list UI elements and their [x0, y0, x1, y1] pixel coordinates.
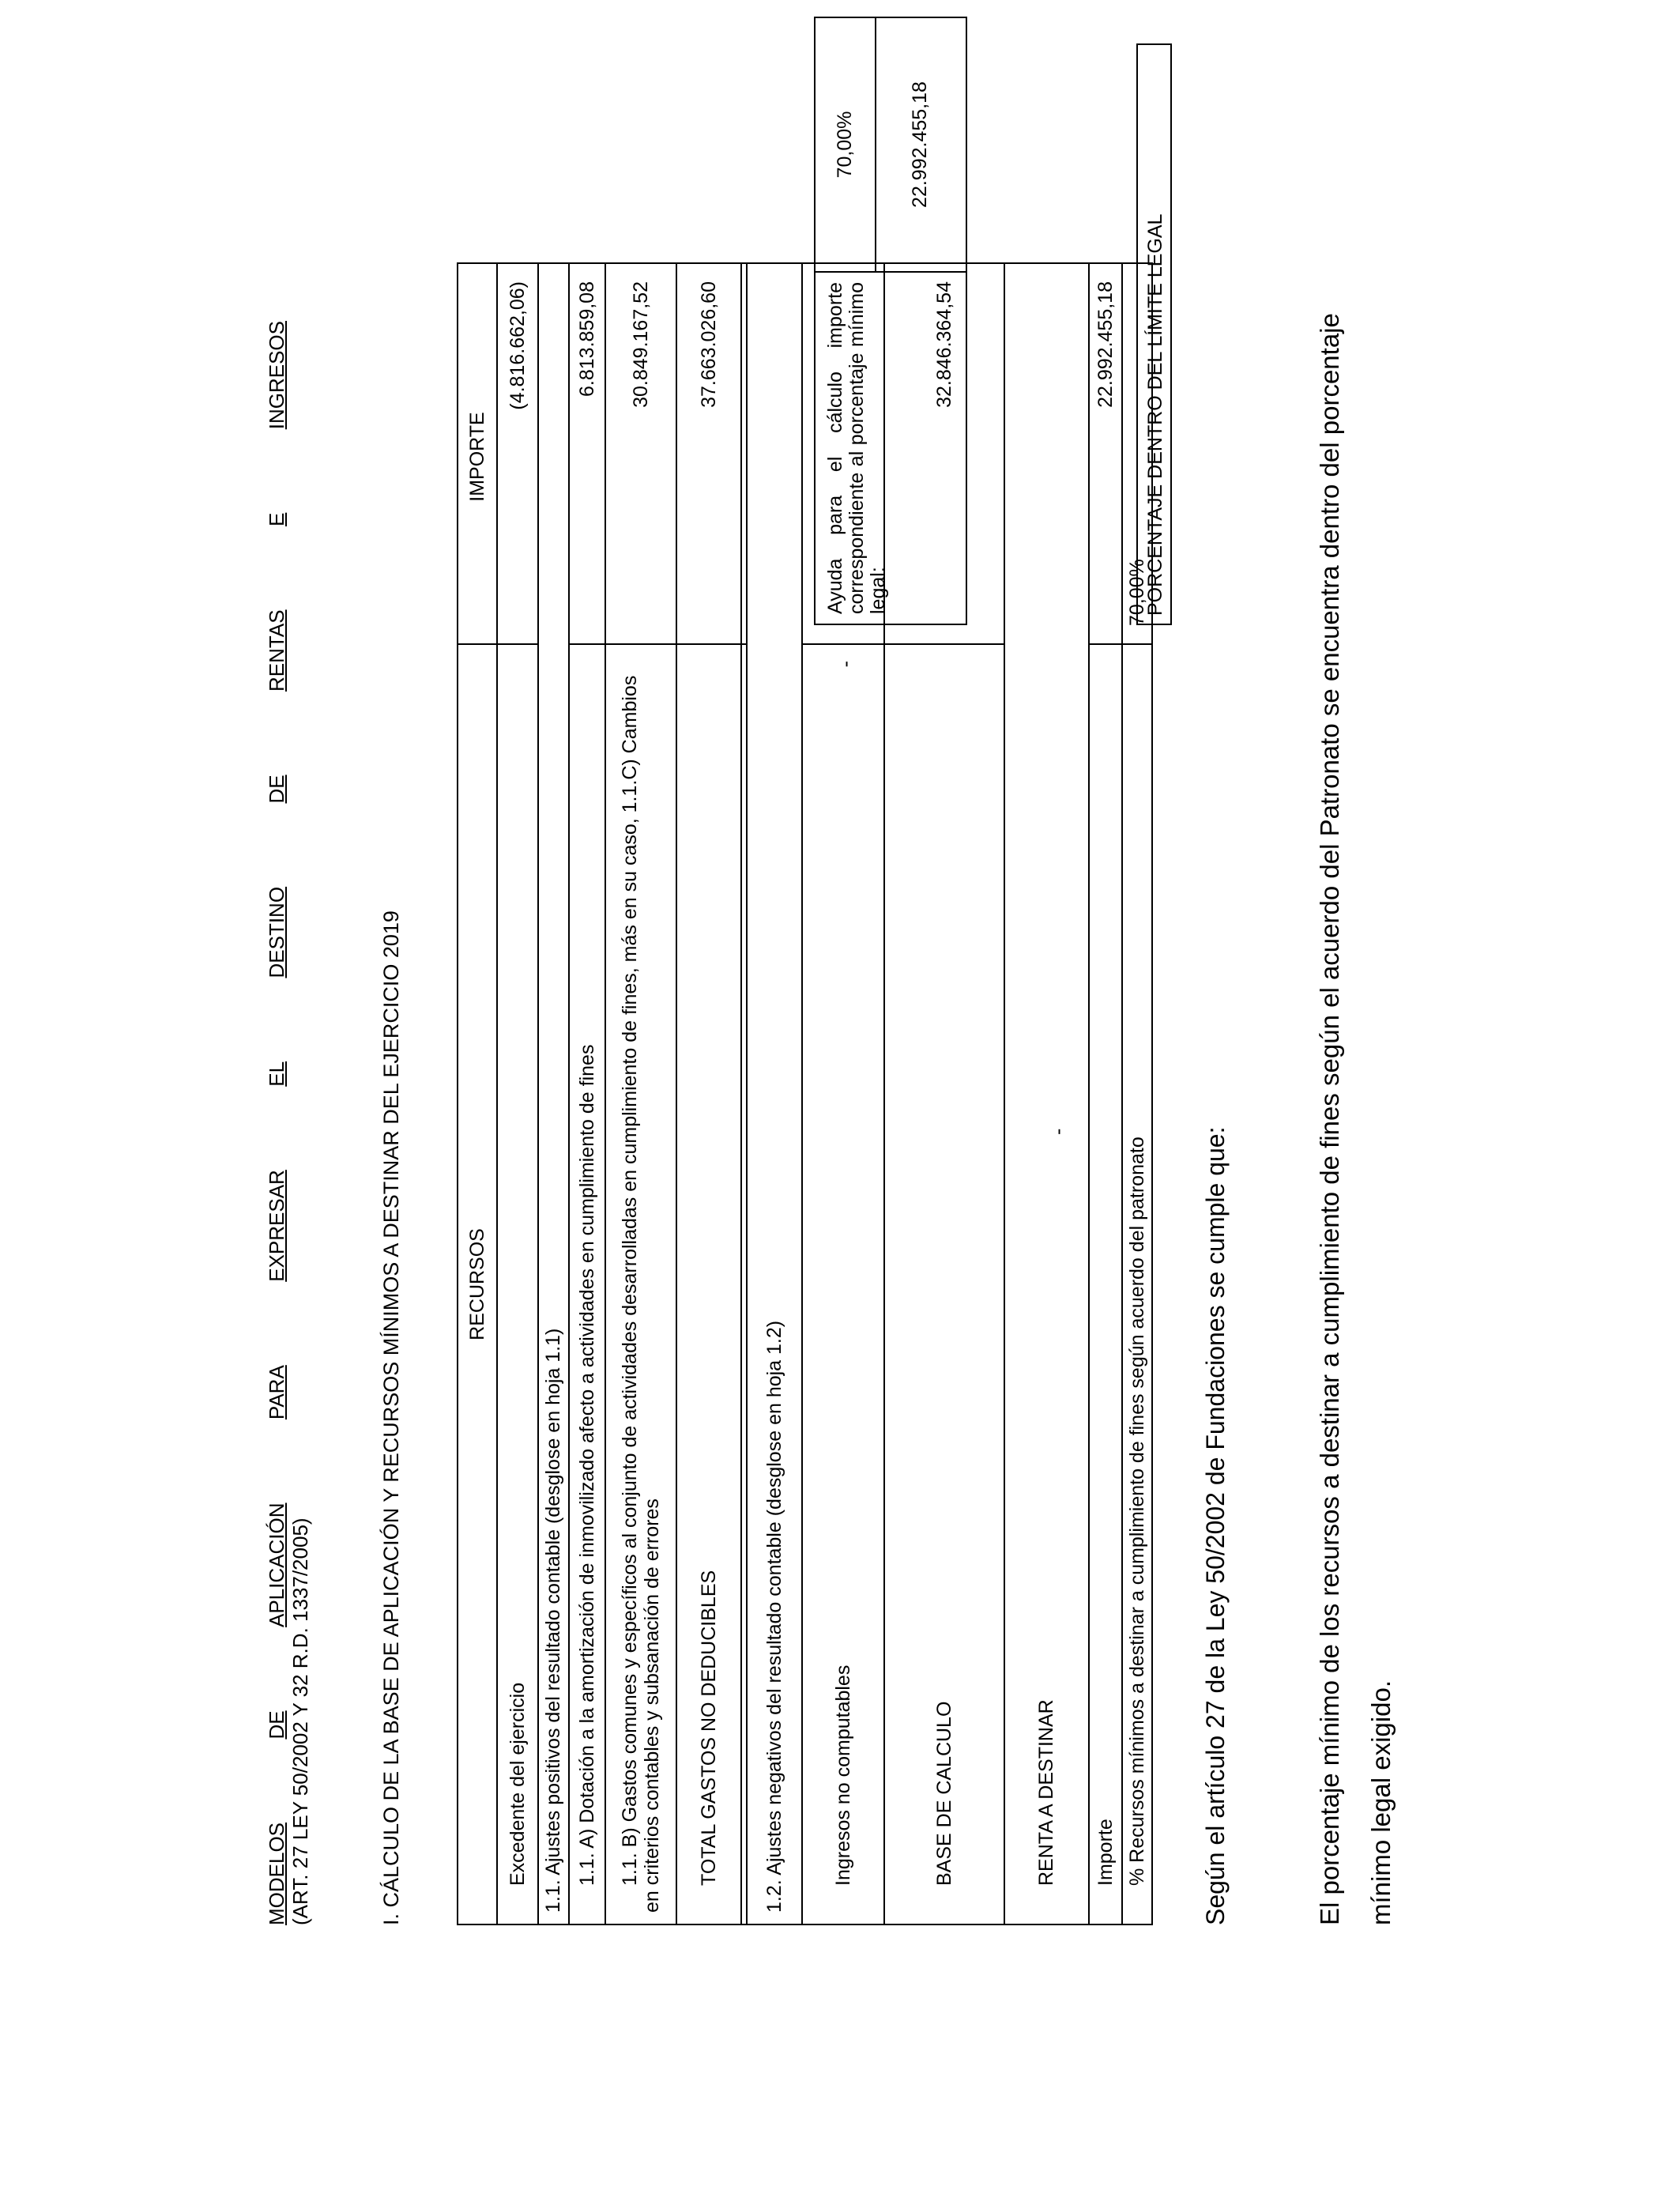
title-word: EXPRESAR	[265, 1170, 288, 1282]
porcentaje-label: % Recursos mínimos a destinar a cumplimiento de fines según acuerdo del patronato	[1122, 644, 1152, 1924]
table-header-row	[458, 263, 497, 1924]
separator-cell	[741, 263, 747, 644]
row-ajustes-negativos	[747, 263, 802, 1924]
row-excedente	[497, 263, 538, 1924]
amortizacion-label: 1.1. A) Dotación a la amortización de inmovilizado afecto a actividades en cumplimiento de fines	[569, 644, 605, 1924]
page-title	[265, 321, 289, 1925]
ingresos-label	[802, 644, 884, 1924]
header-importe: IMPORTE	[458, 263, 497, 644]
ingresos-text: Ingresos no computables	[831, 1664, 854, 1886]
dash-note: -	[1047, 1128, 1069, 1135]
porcentaje-value: 70,00%	[1122, 263, 1152, 644]
separator-cell	[741, 644, 747, 1924]
title-word: EL	[265, 1061, 288, 1087]
base-label: BASE DE CALCULO	[884, 644, 1004, 1924]
row-renta-destinar	[1004, 263, 1089, 1924]
title-word: DE	[265, 1710, 288, 1740]
renta-label: RENTA A DESTINAR	[1004, 263, 1089, 1924]
aux-value: 22.992.455,18	[909, 81, 931, 208]
title-word: RENTAS	[265, 609, 288, 692]
paragraph-1: Según el artículo 27 de la Ley 50/2002 de Fundaciones se cumple que:	[1201, 1126, 1230, 1925]
page-subtitle: (ART. 27 LEY 50/2002 Y 32 R.D. 1337/2005)	[288, 1517, 312, 1925]
aux-calc-box	[814, 17, 967, 625]
excedente-value: (4.816.662,06)	[497, 263, 538, 644]
aux-label: Ayuda para el cálculo importe correspondiente al porcentaje mínimo legal:	[815, 272, 966, 624]
aux-pct: 70,00%	[816, 18, 876, 271]
gastos-comunes-label	[605, 644, 676, 1924]
section-title: I. CÁLCULO DE LA BASE DE APLICACIÓN Y RECURSOS MÍNIMOS A DESTINAR DEL EJERCICIO 2019	[379, 910, 403, 1925]
recursos-table	[457, 262, 1153, 1925]
row-separator	[741, 263, 747, 1924]
ajustes-positivos-label: 1.1. Ajustes positivos del resultado contable (desglose en hoja 1.1)	[538, 263, 569, 1924]
aux-values	[815, 17, 966, 272]
title-word: MODELOS	[265, 1822, 288, 1925]
title-word: DE	[265, 775, 288, 804]
ingresos-value: -	[834, 661, 857, 668]
title-word: DESTINO	[265, 886, 288, 978]
row-ajustes-positivos	[538, 263, 569, 1924]
gastos-comunes-text: 1.1. B) Gastos comunes y específicos al conjunto de actividades desarrolladas en cumplimiento de fines, más en su caso, 1.1.C) Cambios en criterios contables y subsanación de errores	[619, 675, 663, 1913]
title-word: APLICACIÓN	[265, 1502, 288, 1627]
excedente-label: Excedente del ejercicio	[497, 644, 538, 1924]
paragraph-2: El porcentaje mínimo de los recursos a destinar a cumplimiento de fines según el acuerdo del Patronato se encuentra dentro del porcentaje mínimo legal exigido.	[1315, 313, 1396, 1925]
ajustes-negativos-label: 1.2. Ajustes negativos del resultado contable (desglose en hoja 1.2)	[747, 263, 802, 1924]
limite-legal-box: PORCENTAJE DENTRO DEL LÍMITE LEGAL	[1136, 43, 1172, 625]
row-total-gastos	[676, 263, 741, 1924]
total-gastos-label: TOTAL GASTOS NO DEDUCIBLES	[676, 644, 741, 1924]
aux-row	[815, 17, 966, 624]
header-recursos: RECURSOS	[458, 644, 497, 1924]
importe-label: Importe	[1089, 644, 1122, 1924]
amortizacion-value: 6.813.859,08	[569, 263, 605, 644]
title-word: INGRESOS	[265, 321, 288, 430]
title-word: E	[265, 512, 288, 527]
row-importe	[1089, 263, 1122, 1924]
gastos-comunes-value: 30.849.167,52	[605, 263, 676, 644]
base-value: 32.846.364,54	[884, 263, 1004, 644]
importe-value: 22.992.455,18	[1089, 263, 1122, 644]
total-gastos-value: 37.663.026,60	[676, 263, 741, 644]
row-amortizacion	[569, 263, 605, 1924]
row-gastos-comunes	[605, 263, 676, 1924]
title-word: PARA	[265, 1365, 288, 1420]
